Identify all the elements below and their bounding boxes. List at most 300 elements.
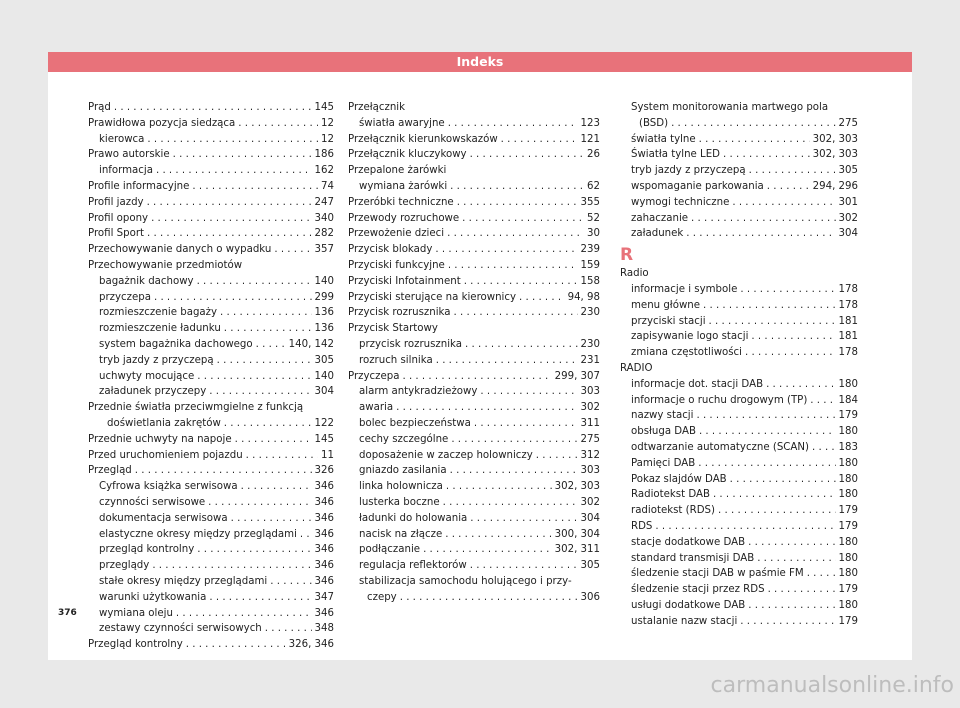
index-page-ref: 183 [838, 441, 858, 453]
index-entry [348, 558, 600, 574]
index-page-ref: 275 [838, 117, 858, 129]
index-term: Przegląd kontrolny [88, 639, 183, 651]
index-entry [348, 274, 600, 290]
index-term: wymiana oleju [99, 607, 173, 619]
index-page-ref: 180 [838, 599, 858, 611]
index-page [48, 52, 912, 660]
dot-leader [448, 116, 578, 132]
dot-leader [519, 290, 565, 306]
index-term: alarm antykradzieżowy [359, 386, 478, 398]
index-term: Przyciski sterujące na kierownicy [348, 291, 517, 303]
index-page-ref: 355 [580, 196, 600, 208]
index-page-ref: 123 [580, 117, 600, 129]
index-entry [348, 226, 600, 242]
index-term: przyciski stacji [631, 315, 706, 327]
dot-leader [209, 384, 311, 400]
index-term: Przyciski Infotainment [348, 275, 461, 287]
dot-leader [192, 179, 318, 195]
index-page-ref: 346 [314, 481, 334, 493]
index-page-ref: 159 [580, 259, 600, 271]
dot-leader [732, 195, 835, 211]
dot-leader [447, 226, 584, 242]
index-term: tryb jazdy z przyczepą [99, 354, 214, 366]
index-term: elastyczne okresy między przeglądami [99, 528, 297, 540]
index-page-ref: 302, 303 [812, 133, 858, 145]
index-page-ref: 304 [838, 228, 858, 240]
index-term: Przed uruchomieniem pojazdu [88, 449, 243, 461]
dot-leader [451, 432, 577, 448]
dot-leader [152, 558, 311, 574]
index-term: Pokaz slajdów DAB [631, 473, 727, 485]
dot-leader [698, 456, 835, 472]
index-page-ref: 299, 307 [554, 370, 600, 382]
index-term: regulacja reflektorów [359, 560, 467, 572]
index-term: RDS [631, 520, 653, 532]
dot-leader [402, 369, 551, 385]
index-entry [620, 132, 858, 148]
index-entry [348, 163, 600, 179]
index-entry [348, 590, 600, 606]
index-entry [348, 132, 600, 148]
dot-leader [766, 377, 835, 393]
index-entry [88, 479, 334, 495]
index-term: informacje i symbole [631, 283, 738, 295]
index-entry [620, 266, 858, 282]
index-term: RADIO [620, 362, 653, 374]
index-entry [348, 479, 600, 495]
index-term: Przycisk rozrusznika [348, 307, 451, 319]
index-term: rozruch silnika [359, 354, 433, 366]
index-term: Przednie światła przeciwmgielne z funkcją [88, 402, 304, 414]
dot-leader [209, 590, 311, 606]
index-term: informacje dot. stacji DAB [631, 378, 764, 390]
index-term: uchwyty mocujące [99, 370, 195, 382]
dot-leader [186, 637, 286, 653]
index-entry [348, 179, 600, 195]
index-entry [88, 353, 334, 369]
index-entry [88, 527, 334, 543]
index-entry [620, 614, 858, 630]
dot-leader [435, 242, 577, 258]
index-term: Przednie uchwyty na napoje [88, 433, 232, 445]
index-term: Światła tylne LED [631, 149, 721, 161]
index-page-ref: 294, 296 [812, 180, 858, 192]
index-entry [348, 527, 600, 543]
index-page-ref: 247 [314, 196, 334, 208]
index-entry [88, 463, 334, 479]
index-page-ref: 326, 346 [288, 639, 334, 651]
index-page-ref: 180 [838, 426, 858, 438]
index-term: Przyczepa [348, 370, 400, 382]
index-column-3 [620, 100, 858, 630]
index-entry [620, 456, 858, 472]
index-column-2 [348, 100, 600, 606]
index-page-ref: 346 [314, 528, 334, 540]
index-page-ref: 180 [838, 473, 858, 485]
index-page-ref: 231 [580, 354, 600, 366]
dot-leader [696, 408, 835, 424]
index-entry [620, 163, 858, 179]
index-entry [620, 314, 858, 330]
index-term: przeglądy [99, 560, 150, 572]
index-page-ref: 312 [580, 449, 600, 461]
index-page-ref: 180 [838, 568, 858, 580]
index-page-ref: 122 [314, 417, 334, 429]
index-entry [620, 298, 858, 314]
index-term: radiotekst (RDS) [631, 505, 716, 517]
index-page-ref: 301 [838, 196, 858, 208]
index-page-ref: 304 [314, 386, 334, 398]
dot-leader [749, 163, 836, 179]
index-entry [620, 566, 858, 582]
index-page-ref: 178 [838, 299, 858, 311]
index-term: ładunki do holowania [359, 512, 468, 524]
index-term: śledzenie stacji DAB w paśmie FM [631, 568, 804, 580]
index-entry [348, 463, 600, 479]
index-term: rozmieszczenie ładunku [99, 323, 221, 335]
index-page-ref: 326 [314, 465, 334, 477]
index-page-ref: 179 [838, 505, 858, 517]
dot-leader [812, 440, 836, 456]
dot-leader [114, 100, 312, 116]
index-page-ref: 179 [838, 615, 858, 627]
dot-leader [446, 479, 552, 495]
index-entry [620, 598, 858, 614]
index-term: Przewody rozruchowe [348, 212, 460, 224]
index-entry [620, 282, 858, 298]
index-page-ref: 136 [314, 307, 334, 319]
index-term: śledzenie stacji przez RDS [631, 584, 765, 596]
index-entry [88, 448, 334, 464]
index-entry [620, 535, 858, 551]
index-page-ref: 26 [587, 149, 600, 161]
index-entry [620, 503, 858, 519]
index-entry [88, 305, 334, 321]
dot-leader [400, 590, 578, 606]
dot-leader [151, 211, 311, 227]
index-page-ref: 184 [838, 394, 858, 406]
index-entry [620, 329, 858, 345]
index-entry [88, 495, 334, 511]
index-entry [348, 511, 600, 527]
dot-leader [671, 116, 835, 132]
index-term: czynności serwisowe [99, 496, 206, 508]
index-entry [88, 621, 334, 637]
index-entry [620, 345, 858, 361]
index-entry [348, 305, 600, 321]
index-term: Przechowywanie danych o wypadku [88, 244, 272, 256]
index-term: awaria [359, 402, 394, 414]
index-term: światła tylne [631, 133, 696, 145]
index-page-ref: 145 [314, 433, 334, 445]
index-page-ref: 181 [838, 331, 858, 343]
index-page-ref: 303 [580, 386, 600, 398]
index-term: Profile informacyjne [88, 180, 190, 192]
index-term: tryb jazdy z przyczepą [631, 165, 746, 177]
index-entry [348, 116, 600, 132]
index-term: załadunek przyczepy [99, 386, 207, 398]
index-term: Przegląd [88, 465, 132, 477]
index-page-ref: 357 [314, 244, 334, 256]
dot-leader [462, 211, 584, 227]
index-page-ref: 180 [838, 457, 858, 469]
index-entry [348, 400, 600, 416]
index-entry [348, 290, 600, 306]
dot-leader [274, 242, 311, 258]
index-entry [88, 195, 334, 211]
dot-leader [208, 495, 311, 511]
index-column-3b [620, 266, 858, 629]
index-term: System monitorowania martwego pola [631, 102, 829, 113]
index-entry [620, 226, 858, 242]
index-page-ref: 311 [580, 417, 600, 429]
index-term: obsługa DAB [631, 426, 696, 438]
dot-leader [767, 179, 810, 195]
index-term: gniazdo zasilania [359, 465, 447, 477]
index-entry [620, 582, 858, 598]
dot-leader [147, 226, 312, 242]
dot-leader [270, 574, 311, 590]
dot-leader [501, 132, 578, 148]
index-entry [348, 195, 600, 211]
dot-leader [655, 519, 835, 535]
index-term: warunki użytkowania [99, 591, 207, 603]
page-header: Indeks [48, 52, 912, 72]
index-term: Przycisk blokady [348, 244, 433, 256]
dot-leader [730, 472, 836, 488]
index-entry [88, 274, 334, 290]
index-page-ref: 304 [580, 512, 600, 524]
index-entry [88, 211, 334, 227]
dot-leader [423, 542, 552, 558]
dot-leader [691, 211, 836, 227]
index-entry [88, 100, 334, 116]
dot-leader [173, 147, 312, 163]
dot-leader [265, 621, 312, 637]
index-entry [620, 424, 858, 440]
index-term: Prawidłowa pozycja siedząca [88, 117, 236, 129]
index-term: (BSD) [639, 117, 669, 129]
dot-leader [450, 463, 578, 479]
index-term: stacje dodatkowe DAB [631, 536, 746, 548]
dot-leader [454, 305, 578, 321]
index-entry [88, 147, 334, 163]
index-term: standard transmisji DAB [631, 552, 755, 564]
index-page-ref: 302 [580, 496, 600, 508]
dot-leader [751, 329, 835, 345]
dot-leader [224, 321, 312, 337]
dot-leader [197, 369, 311, 385]
dot-leader [457, 195, 578, 211]
index-page-ref: 178 [838, 347, 858, 359]
dot-leader [699, 424, 836, 440]
index-entry [88, 116, 334, 132]
dot-leader [757, 551, 835, 567]
index-term: zmiana częstotliwości [631, 347, 742, 359]
index-term: zahaczanie [631, 212, 689, 224]
index-entry [88, 290, 334, 306]
index-page-ref: 305 [838, 165, 858, 177]
index-term: wymogi techniczne [631, 196, 730, 208]
index-page-ref: 30 [587, 228, 600, 240]
index-page-ref: 180 [838, 489, 858, 501]
index-entry [348, 369, 600, 385]
index-page-ref: 305 [314, 354, 334, 366]
index-entry [88, 637, 334, 653]
dot-leader [807, 566, 836, 582]
footer-band [0, 660, 960, 708]
index-entry [88, 321, 334, 337]
dot-leader [470, 147, 584, 163]
dot-leader [450, 179, 584, 195]
index-page-ref: 230 [580, 307, 600, 319]
index-page-ref: 340 [314, 212, 334, 224]
dot-leader [147, 195, 312, 211]
dot-leader [220, 305, 312, 321]
dot-leader [396, 400, 577, 416]
dot-leader [536, 448, 578, 464]
index-page-ref: 136 [314, 323, 334, 335]
dot-leader [241, 479, 312, 495]
index-page-ref: 180 [838, 536, 858, 548]
index-entry [348, 147, 600, 163]
index-entry [620, 147, 858, 163]
dot-leader [718, 503, 836, 519]
dot-leader [443, 495, 578, 511]
index-term: ustalanie nazw stacji [631, 615, 738, 627]
index-entry [88, 542, 334, 558]
index-entry [620, 487, 858, 503]
index-entry [348, 353, 600, 369]
dot-leader [723, 147, 810, 163]
watermark: carmanualsonline.info [710, 673, 954, 698]
index-page-ref: 179 [838, 520, 858, 532]
dot-leader [154, 290, 312, 306]
index-term: wspomaganie parkowania [631, 180, 764, 192]
dot-leader [740, 614, 835, 630]
index-entry [620, 377, 858, 393]
dot-leader [445, 527, 551, 543]
index-page-ref: 348 [314, 623, 334, 635]
index-term: menu główne [631, 299, 700, 311]
index-term: stałe okresy między przeglądami [99, 575, 268, 587]
index-term: rozmieszczenie bagaży [99, 307, 218, 319]
dot-leader [709, 314, 836, 330]
dot-leader [448, 258, 578, 274]
index-page-ref: 12 [321, 117, 334, 129]
index-term: linka holownicza [359, 481, 443, 493]
index-page-ref: 179 [838, 410, 858, 422]
index-entry [620, 100, 858, 116]
index-term: Prawo autorskie [88, 149, 170, 161]
dot-leader [246, 448, 318, 464]
dot-leader [810, 393, 835, 409]
index-column-1 [88, 100, 334, 653]
dot-leader [256, 337, 286, 353]
dot-leader [464, 274, 578, 290]
index-entry [348, 384, 600, 400]
index-term: odtwarzanie automatyczne (SCAN) [631, 441, 809, 453]
index-term: kierowca [99, 133, 145, 145]
index-term: bolec bezpieczeństwa [359, 417, 471, 429]
dot-leader [465, 337, 578, 353]
index-term: Przepalone żarówki [348, 165, 447, 177]
page-number: 376 [58, 608, 77, 618]
index-entry [88, 369, 334, 385]
index-entry [88, 511, 334, 527]
index-term: nacisk na złącze [359, 528, 443, 540]
index-term: cechy szczególne [359, 433, 449, 445]
index-term: zapisywanie logo stacji [631, 331, 749, 343]
index-page-ref: 145 [314, 102, 334, 113]
index-entry [88, 384, 334, 400]
index-term: informacja [99, 165, 153, 177]
index-page-ref: 94, 98 [567, 291, 600, 303]
index-page-ref: 230 [580, 338, 600, 350]
index-page-ref: 302, 303 [812, 149, 858, 161]
index-term: Radiotekst DAB [631, 489, 710, 501]
index-term: Przycisk Startowy [348, 323, 438, 335]
index-term: usługi dodatkowe DAB [631, 599, 746, 611]
index-page-ref: 74 [321, 180, 334, 192]
dot-leader [436, 353, 578, 369]
index-entry [348, 542, 600, 558]
index-term: doposażenie w zaczep holowniczy [359, 449, 533, 461]
index-page-ref: 299 [314, 291, 334, 303]
index-entry [348, 574, 600, 590]
index-term: przycisk rozrusznika [359, 338, 463, 350]
index-entry [88, 337, 334, 353]
index-page-ref: 186 [314, 149, 334, 161]
index-column-3a [620, 100, 858, 242]
index-page-ref: 140, 142 [288, 338, 334, 350]
index-entry [620, 519, 858, 535]
index-entry [88, 432, 334, 448]
index-page-ref: 121 [580, 133, 600, 145]
index-entry [88, 258, 334, 274]
dot-leader [300, 527, 312, 543]
index-page-ref: 179 [838, 584, 858, 596]
index-page-ref: 346 [314, 607, 334, 619]
index-entry [348, 258, 600, 274]
index-entry [620, 116, 858, 132]
index-entry [620, 361, 858, 377]
index-page-ref: 305 [580, 560, 600, 572]
index-entry [88, 574, 334, 590]
index-term: załadunek [631, 228, 684, 240]
dot-leader [474, 416, 578, 432]
index-entry [620, 440, 858, 456]
index-term: Przewożenie dzieci [348, 228, 445, 240]
dot-leader [686, 226, 835, 242]
index-entry [620, 408, 858, 424]
index-page-ref: 302, 303 [554, 481, 600, 493]
dot-leader [768, 582, 836, 598]
dot-leader [176, 606, 312, 622]
index-page-ref: 300, 304 [554, 528, 600, 540]
index-entry [88, 226, 334, 242]
index-entry [348, 242, 600, 258]
index-term: przyczepa [99, 291, 151, 303]
index-term: zestawy czynności serwisowych [99, 623, 262, 635]
index-entry [348, 211, 600, 227]
index-entry [348, 495, 600, 511]
index-page-ref: 302 [580, 402, 600, 414]
index-entry [620, 472, 858, 488]
index-term: Przełącznik kierunkowskazów [348, 133, 498, 145]
dot-leader [470, 558, 578, 574]
index-term: światła awaryjne [359, 117, 445, 129]
